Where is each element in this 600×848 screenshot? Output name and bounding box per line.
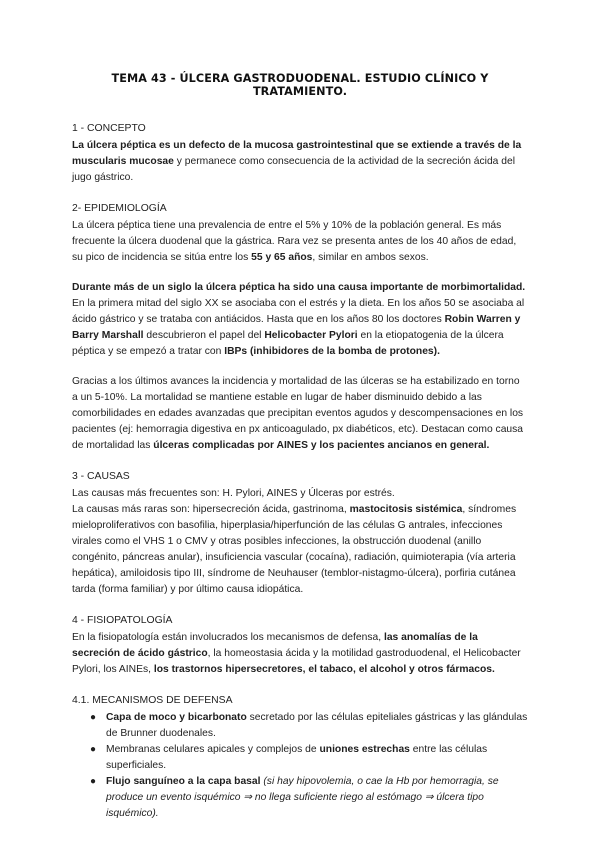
section-causas xyxy=(72,470,528,598)
text: En la fisiopatología están involucrados los mecanismos de defensa, xyxy=(72,632,384,643)
section-heading: 4.1. MECANISMOS DE DEFENSA xyxy=(72,695,233,706)
paragraph xyxy=(72,374,528,454)
list-item xyxy=(90,774,528,822)
bold-text: Flujo sanguíneo a la capa basal xyxy=(106,776,261,787)
italic-text: (si hay hipovolemia, o cae la Hb por hemorragia, se produce un evento isquémico ⇒ no llega suficiente riego al estómago ⇒ úlcera tipo isquémico). xyxy=(106,776,499,819)
text: y permanece como consecuencia de la actividad de la secreción ácida del jugo gástrico. xyxy=(72,156,516,183)
text: En la primera mitad del siglo XX se asociaba con el estrés y la dieta. En los años 50 se asociaba al ácido gástrico y se trataba con antiácidos. Hasta que en los años 80 los doctores xyxy=(72,298,525,325)
text: Gracias a los últimos avances la incidencia y mortalidad de las úlceras se ha estabilizado en torno a un 5-10%. La mortalidad se mantiene estable en lugar de haber disminuido debido a las comorbilidades en edades avanzadas que precipitan eventos agudos y descompensaciones en los pacientes (ej: hemorragia digestiva en px anticoagulado, px diabéticos, etc). Destacan como causa de mortalidad las xyxy=(72,376,524,451)
paragraph xyxy=(72,630,528,678)
bold-text: Durante más de un siglo la úlcera péptica ha sido una causa importante de morbimortalidad. xyxy=(72,282,526,293)
text: en la etiopatogenia de la úlcera péptica y se empezó a tratar con xyxy=(72,330,504,357)
section-heading: 2- EPIDEMIOLOGÍA xyxy=(72,203,167,214)
section-concepto xyxy=(72,122,528,186)
bold-text: úlceras complicadas por AINES y los pacientes ancianos en general. xyxy=(153,440,490,451)
document-title: TEMA 43 - ÚLCERA GASTRODUODENAL. ESTUDIO CLÍNICO Y TRATAMIENTO. xyxy=(111,72,489,98)
paragraph xyxy=(72,218,528,266)
bold-text: mastocitosis sistémica xyxy=(349,504,463,515)
section-mecanismos-defensa xyxy=(72,694,528,822)
bold-text: Helicobacter Pylori xyxy=(264,330,358,341)
text: , la homeostasia ácida y la motilidad gastroduodenal, el Helicobacter Pylori, los AINEs, xyxy=(72,648,521,675)
paragraph xyxy=(72,280,528,360)
paragraph xyxy=(72,138,528,186)
text: La causas más raras son: hipersecreción ácida, gastrinoma, xyxy=(72,504,350,515)
paragraph xyxy=(72,502,528,598)
bold-text: los trastornos hipersecretores, el tabaco, el alcohol y otros fármacos. xyxy=(153,664,495,675)
section-heading: 3 - CAUSAS xyxy=(72,471,130,482)
bold-text: uniones estrechas xyxy=(319,744,410,755)
text: , similar en ambos sexos. xyxy=(312,252,429,263)
list-item xyxy=(90,742,528,774)
document-page xyxy=(72,72,528,838)
bullet-icon: ● xyxy=(90,776,97,787)
bold-text: 55 y 65 años xyxy=(251,252,313,263)
bullet-icon: ● xyxy=(90,744,97,755)
bold-text: Robin Warren y Barry Marshall xyxy=(72,314,521,341)
bullet-icon: ● xyxy=(90,712,97,723)
bold-text: IBPs (inhibidores de la bomba de protones). xyxy=(224,346,440,357)
text: , síndromes mieloproliferativos con basofilia, hiperplasia/hiperfunción de las células G antrales, infecciones virales como el VHS 1 o CMV y otras posibles infecciones, la obstrucción duodenal (anillo congénito, páncreas anular), insuficiencia vascular (cocaína), radiación, quimioterapia (vía arteria hepática), amiloidosis tipo III, síndrome de Neuhauser (temblor-nistagmo-úlcera), porfiria cutánea tarda (forma familiar) y por último causa idiopática. xyxy=(72,504,517,595)
text: descubrieron el papel del xyxy=(143,330,265,341)
bold-text: las anomalías de la secreción de ácido gástrico xyxy=(72,632,478,659)
section-epidemiologia xyxy=(72,202,528,454)
text: entre las células superficiales. xyxy=(106,744,488,771)
list-item xyxy=(90,710,528,742)
bullet-list xyxy=(72,710,528,822)
bold-text: La úlcera péptica es un defecto de la mucosa gastrointestinal que se extiende a través de la muscularis mucosae xyxy=(72,140,522,167)
text: La úlcera péptica tiene una prevalencia de entre el 5% y 10% de la población general. Es más frecuente la úlcera duodenal que la gástrica. Rara vez se presenta antes de los 40 años de edad, su pico de incidencia se sitúa entre los xyxy=(72,220,517,263)
bold-text: Capa de moco y bicarbonato xyxy=(106,712,247,723)
section-fisiopatologia xyxy=(72,614,528,678)
section-heading: 1 - CONCEPTO xyxy=(72,123,146,134)
paragraph: Las causas más frecuentes son: H. Pylori, AINES y Úlceras por estrés. xyxy=(72,488,395,499)
section-heading: 4 - FISIOPATOLOGÍA xyxy=(72,615,173,626)
text: secretado por las células epiteliales gástricas y las glándulas de Brunner duodenales. xyxy=(106,712,528,739)
text: Membranas celulares apicales y complejos de xyxy=(106,744,320,755)
